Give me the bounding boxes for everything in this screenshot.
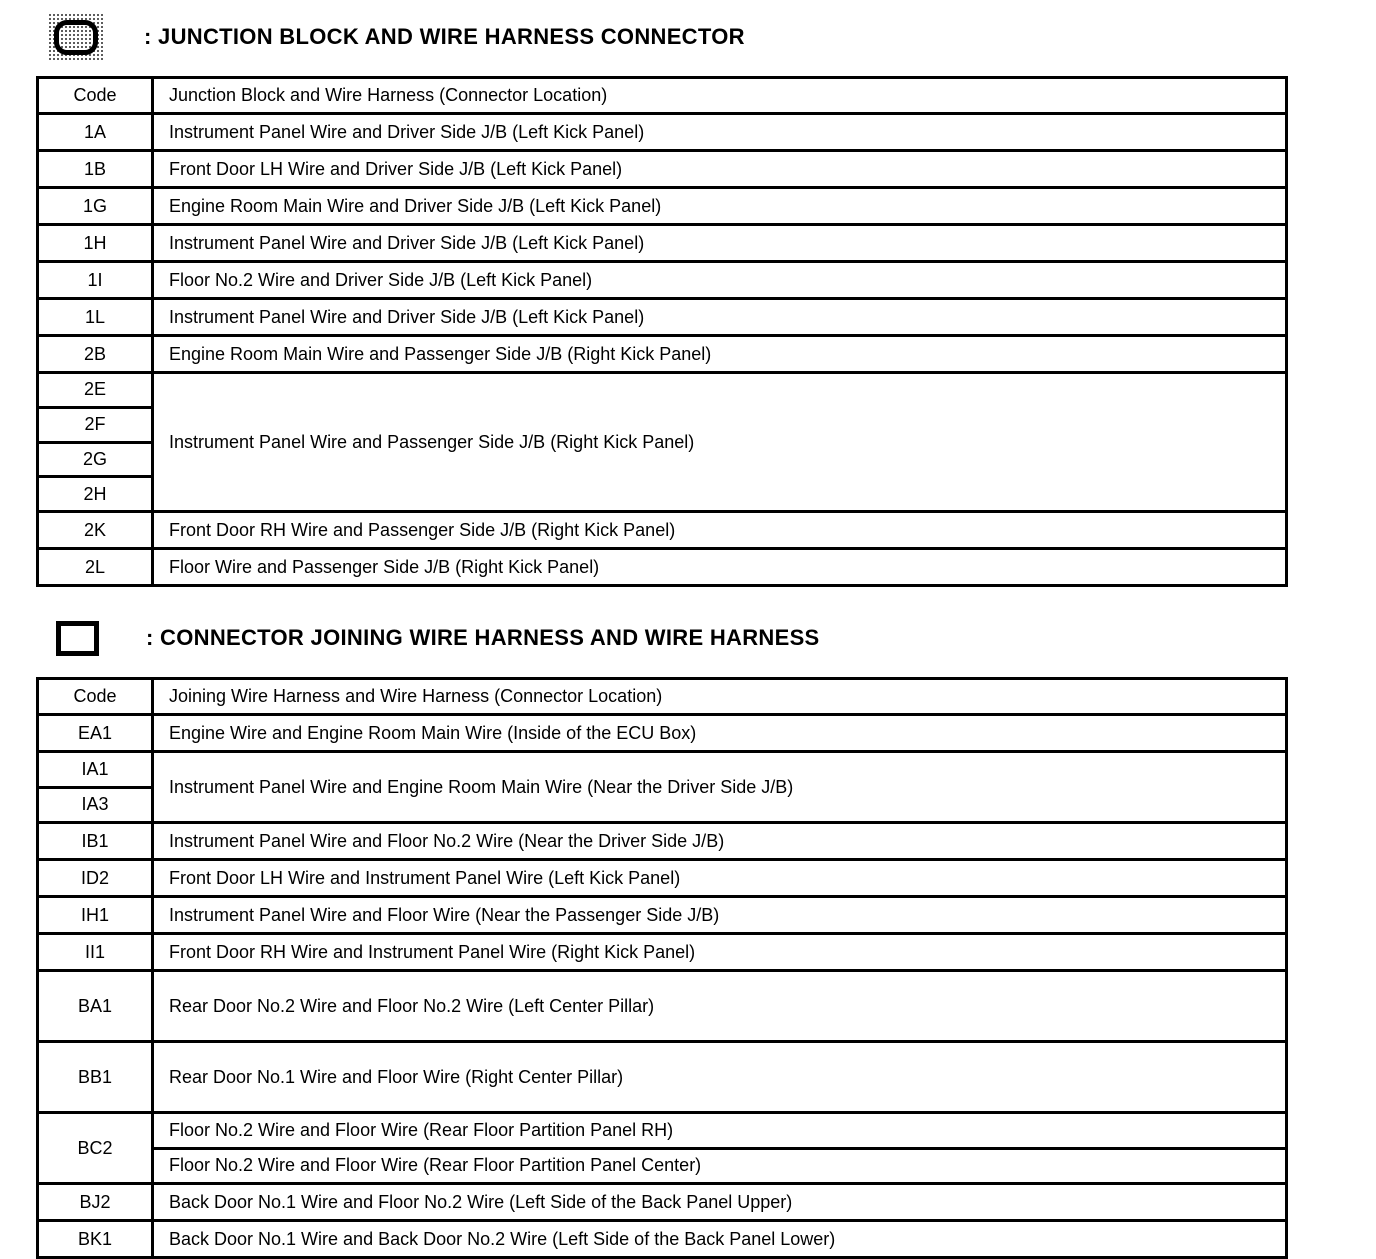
description-cell: Instrument Panel Wire and Driver Side J/B (Left Kick Panel) — [169, 232, 645, 253]
description-cell: Back Door No.1 Wire and Back Door No.2 Wire (Left Side of the Back Panel Lower) — [169, 1228, 836, 1249]
code-column — [39, 1043, 154, 1111]
code-header-cell: Code — [73, 85, 117, 105]
description-cell: Rear Door No.1 Wire and Floor Wire (Right Center Pillar) — [169, 1066, 624, 1087]
code-cell: 1H — [83, 232, 107, 253]
code-column — [39, 753, 154, 821]
table-row — [39, 716, 1285, 753]
code-column — [39, 972, 154, 1040]
code-cell: BA1 — [77, 995, 113, 1016]
code-cell: 1G — [82, 195, 107, 216]
description-cell: Instrument Panel Wire and Floor Wire (Near the Passenger Side J/B) — [169, 904, 720, 925]
description-cell: Front Door RH Wire and Instrument Panel Wire (Right Kick Panel) — [169, 941, 696, 962]
section-joining-connector — [36, 611, 1376, 1259]
description-column — [154, 1222, 1285, 1256]
table-row — [39, 115, 1285, 152]
description-column — [154, 1185, 1285, 1219]
description-column — [154, 79, 1285, 112]
description-cell: Instrument Panel Wire and Floor No.2 Wire (Near the Driver Side J/B) — [169, 830, 725, 851]
joining-connector-icon-shape — [56, 621, 99, 656]
description-header-cell: Junction Block and Wire Harness (Connector Location) — [169, 85, 608, 105]
description-column — [154, 1114, 1285, 1182]
junction-block-connector-icon — [48, 13, 104, 61]
table-row — [39, 550, 1285, 584]
description-column — [154, 1043, 1285, 1111]
description-column — [154, 374, 1285, 510]
description-column — [154, 935, 1285, 969]
description-cell: Floor Wire and Passenger Side J/B (Right Kick Panel) — [169, 556, 600, 577]
code-column — [39, 824, 154, 858]
code-column — [39, 263, 154, 297]
code-cell: BC2 — [77, 1137, 113, 1158]
table-header-row — [39, 680, 1285, 716]
description-column — [154, 226, 1285, 260]
description-cell: Floor No.2 Wire and Driver Side J/B (Left Kick Panel) — [169, 269, 593, 290]
code-cell: 2L — [84, 556, 106, 577]
code-column — [39, 374, 154, 510]
table-row — [39, 513, 1285, 550]
description-cell: Back Door No.1 Wire and Floor No.2 Wire (Left Side of the Back Panel Upper) — [169, 1191, 793, 1212]
code-cell: 2K — [83, 519, 107, 540]
code-header-cell: Code — [73, 686, 117, 706]
description-column — [154, 824, 1285, 858]
junction-block-table — [36, 76, 1288, 587]
code-cell: 1L — [84, 306, 106, 327]
description-column — [154, 898, 1285, 932]
table-row — [39, 374, 1285, 513]
table-row — [39, 300, 1285, 337]
code-cell: II1 — [84, 941, 105, 962]
code-cell: 2F — [39, 409, 151, 444]
code-cell: BB1 — [77, 1066, 113, 1087]
table-row — [39, 263, 1285, 300]
code-cell: BK1 — [77, 1228, 113, 1249]
description-cell: Rear Door No.2 Wire and Floor No.2 Wire (Left Center Pillar) — [169, 995, 655, 1016]
description-cell: Instrument Panel Wire and Passenger Side J/B (Right Kick Panel) — [169, 431, 695, 452]
code-column — [39, 79, 154, 112]
code-cell: BJ2 — [79, 1191, 111, 1212]
code-cell: EA1 — [77, 722, 113, 743]
section-junction-block — [36, 10, 1376, 587]
description-cell: Engine Wire and Engine Room Main Wire (Inside of the ECU Box) — [169, 722, 697, 743]
section-junction-block-header — [48, 10, 1376, 64]
description-column — [154, 152, 1285, 186]
table-row — [39, 1185, 1285, 1222]
code-cell: IA1 — [39, 753, 151, 789]
code-column — [39, 337, 154, 371]
description-column — [154, 189, 1285, 223]
table-row — [39, 152, 1285, 189]
code-column — [39, 1114, 154, 1182]
table-row — [39, 226, 1285, 263]
description-cell: Engine Room Main Wire and Passenger Side J/B (Right Kick Panel) — [169, 343, 712, 364]
table-row — [39, 898, 1285, 935]
description-cell: Instrument Panel Wire and Driver Side J/B (Left Kick Panel) — [169, 306, 645, 327]
code-column — [39, 861, 154, 895]
code-cell: 1A — [83, 121, 107, 142]
description-column — [154, 861, 1285, 895]
table-row — [39, 753, 1285, 824]
table-row — [39, 861, 1285, 898]
description-column — [154, 716, 1285, 750]
table-row — [39, 1043, 1285, 1114]
code-cell: 2B — [83, 343, 107, 364]
code-column — [39, 935, 154, 969]
section-title-junction-block: : JUNCTION BLOCK AND WIRE HARNESS CONNECTOR — [144, 24, 745, 49]
description-column — [154, 680, 1285, 713]
description-cell: Front Door RH Wire and Passenger Side J/B (Right Kick Panel) — [169, 519, 676, 540]
description-cell: Instrument Panel Wire and Engine Room Main Wire (Near the Driver Side J/B) — [169, 776, 794, 797]
description-cell: Front Door LH Wire and Driver Side J/B (Left Kick Panel) — [169, 158, 623, 179]
description-column — [154, 263, 1285, 297]
code-column — [39, 1185, 154, 1219]
description-cell: Front Door LH Wire and Instrument Panel Wire (Left Kick Panel) — [169, 867, 681, 888]
code-column — [39, 550, 154, 584]
table-row — [39, 935, 1285, 972]
code-column — [39, 716, 154, 750]
description-column — [154, 513, 1285, 547]
description-cell: Floor No.2 Wire and Floor Wire (Rear Floor Partition Panel Center) — [169, 1155, 702, 1176]
table-row — [39, 824, 1285, 861]
code-cell: 2H — [83, 483, 107, 504]
table-row — [39, 1222, 1285, 1256]
table-row — [39, 189, 1285, 226]
code-column — [39, 115, 154, 149]
code-column — [39, 189, 154, 223]
section-joining-connector-header — [48, 611, 1376, 665]
description-column — [154, 972, 1285, 1040]
code-cell: ID2 — [80, 867, 109, 888]
description-cell: Instrument Panel Wire and Driver Side J/B (Left Kick Panel) — [169, 121, 645, 142]
description-column — [154, 300, 1285, 334]
code-cell: 2E — [39, 374, 151, 409]
code-cell: IB1 — [81, 830, 109, 851]
description-cell: Floor No.2 Wire and Floor Wire (Rear Floor Partition Panel RH) — [154, 1114, 1285, 1150]
description-header-cell: Joining Wire Harness and Wire Harness (Connector Location) — [169, 686, 663, 706]
code-column — [39, 226, 154, 260]
description-column — [154, 753, 1285, 821]
code-cell: IH1 — [80, 904, 109, 925]
joining-connector-table — [36, 677, 1288, 1259]
code-cell: 1I — [87, 269, 103, 290]
code-cell: 2G — [39, 444, 151, 479]
description-column — [154, 550, 1285, 584]
code-column — [39, 680, 154, 713]
table-row — [39, 1114, 1285, 1185]
section-title-joining-connector: : CONNECTOR JOINING WIRE HARNESS AND WIRE HARNESS — [146, 625, 820, 650]
code-column — [39, 152, 154, 186]
code-column — [39, 513, 154, 547]
table-row — [39, 337, 1285, 374]
code-column — [39, 898, 154, 932]
junction-block-connector-icon-shape — [54, 20, 98, 55]
code-column — [39, 300, 154, 334]
code-cell: IA3 — [81, 794, 109, 815]
code-column — [39, 1222, 154, 1256]
description-cell: Engine Room Main Wire and Driver Side J/B (Left Kick Panel) — [169, 195, 662, 216]
code-cell: 1B — [83, 158, 107, 179]
description-column — [154, 337, 1285, 371]
description-column — [154, 115, 1285, 149]
joining-connector-icon — [48, 613, 106, 663]
table-row — [39, 972, 1285, 1043]
table-header-row — [39, 79, 1285, 115]
